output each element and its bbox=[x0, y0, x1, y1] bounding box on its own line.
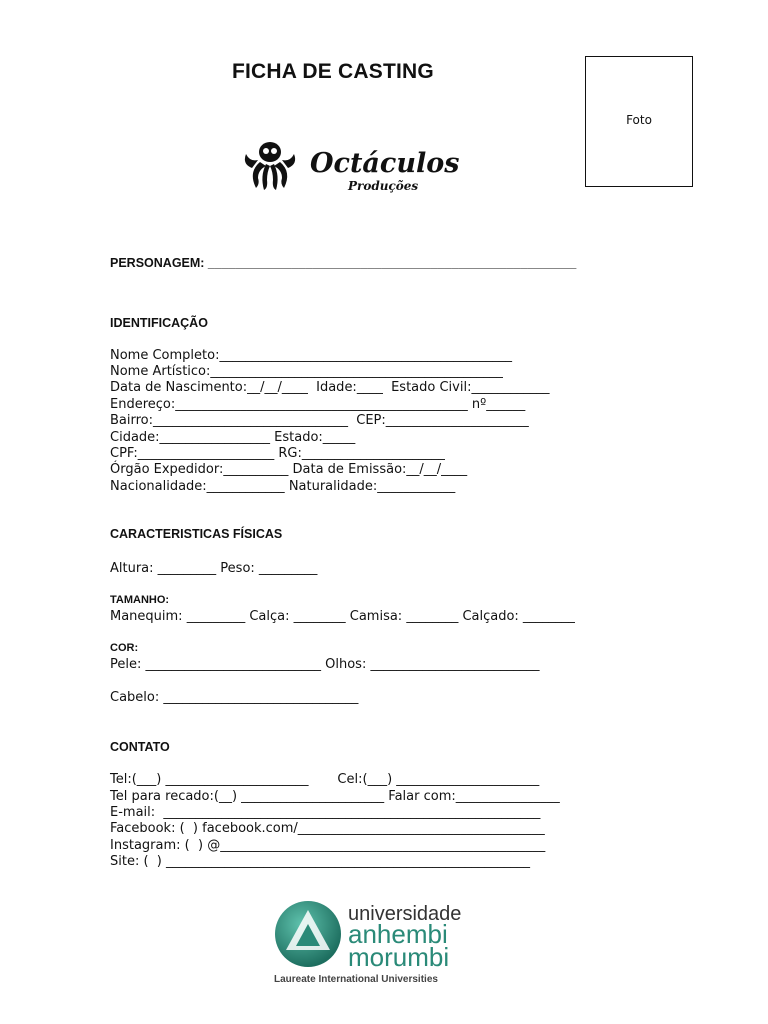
instagram-field[interactable]: Instagram: ( ) @__________________________________________________ bbox=[110, 838, 546, 853]
nascimento-field[interactable]: Data de Nascimento:__/__/____ Idade:____ Estado Civil:____________ bbox=[110, 380, 550, 395]
endereco-field[interactable]: Endereço:_____________________________________________ nº______ bbox=[110, 397, 526, 412]
nome-artistico-field[interactable]: Nome Artístico:_____________________________________________ bbox=[110, 364, 503, 379]
logo-name: Octáculos bbox=[310, 148, 460, 179]
university-line3: morumbi bbox=[348, 942, 450, 972]
tel-recado-field[interactable]: Tel para recado:(__) ______________________ Falar com:________________ bbox=[110, 789, 560, 804]
section-identificacao: IDENTIFICAÇÃO bbox=[110, 316, 208, 330]
altura-peso-field[interactable]: Altura: _________ Peso: _________ bbox=[110, 561, 318, 576]
document-title: FICHA DE CASTING bbox=[232, 60, 434, 83]
personagem-field[interactable]: PERSONAGEM: _____________________________________________________ bbox=[110, 256, 577, 270]
section-caracteristicas: CARACTERISTICAS FÍSICAS bbox=[110, 527, 283, 541]
university-line1: universidade bbox=[348, 903, 462, 925]
subsection-cor: COR: bbox=[110, 642, 139, 654]
cidade-field[interactable]: Cidade:_________________ Estado:_____ bbox=[110, 430, 356, 445]
nome-completo-field[interactable]: Nome Completo:_____________________________________________ bbox=[110, 348, 512, 363]
tel-field[interactable]: Tel:(___) ______________________ Cel:(___) ______________________ bbox=[110, 772, 540, 787]
facebook-field[interactable]: Facebook: ( ) facebook.com/______________________________________ bbox=[110, 821, 545, 836]
orgao-field[interactable]: Órgão Expedidor:__________ Data de Emissão:__/__/____ bbox=[110, 462, 468, 477]
photo-box bbox=[585, 56, 693, 187]
bairro-field[interactable]: Bairro:______________________________ CEP:______________________ bbox=[110, 413, 529, 428]
email-field[interactable]: E-mail: __________________________________________________________ bbox=[110, 805, 541, 820]
tamanho-field[interactable]: Manequim: _________ Calça: ________ Camisa: ________ Calçado: ________ bbox=[110, 609, 575, 624]
nacionalidade-field[interactable]: Nacionalidade:____________ Naturalidade:____________ bbox=[110, 479, 456, 494]
pele-olhos-field[interactable]: Pele: ___________________________ Olhos: __________________________ bbox=[110, 657, 540, 672]
university-line2: anhembi bbox=[348, 919, 448, 949]
cabelo-field[interactable]: Cabelo: ______________________________ bbox=[110, 690, 359, 705]
anhembi-morumbi-logo bbox=[272, 898, 472, 988]
section-contato: CONTATO bbox=[110, 740, 170, 754]
octaculos-logo bbox=[238, 134, 460, 198]
site-field[interactable]: Site: ( ) ________________________________________________________ bbox=[110, 854, 531, 869]
university-tagline: Laureate International Universities bbox=[274, 974, 438, 985]
logo-sub: Produções bbox=[348, 179, 419, 193]
cpf-field[interactable]: CPF:_____________________ RG:______________________ bbox=[110, 446, 445, 461]
photo-label: Foto bbox=[626, 113, 652, 127]
subsection-tamanho: TAMANHO: bbox=[110, 594, 170, 606]
octopus-icon bbox=[245, 142, 295, 190]
